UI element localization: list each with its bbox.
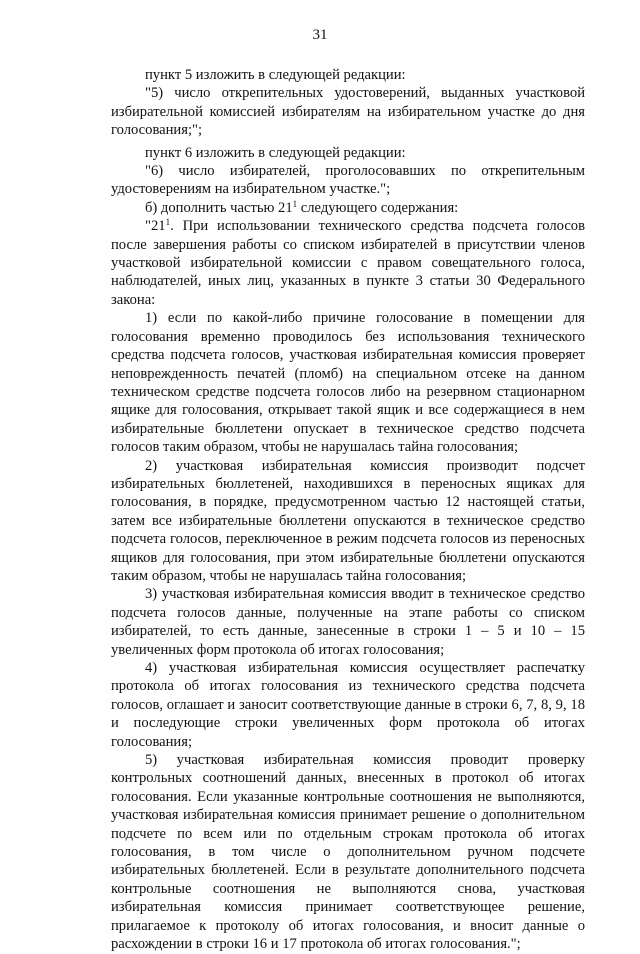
paragraph-subitem-2: 2) участковая избирательная комиссия производит подсчет избирательных бюллетеней, находившихся в переносных ящиках для голосования, в порядке, предусмотренном частью 12 настоящей статьи, затем все избирательные бюллетени опускаются в техническое средство подсчета голосов, переключенное в режим подсчета голосов из переносных ящиков для голосования, при этом избирательные бюллетени опускаются таким образом, чтобы не нарушалась тайна голосования; xyxy=(111,457,585,584)
page-number: 31 xyxy=(312,27,328,43)
paragraph-subitem-3: 3) участковая избирательная комиссия вводит в техническое средство подсчета голосов данные, полученные на этапе работы со списком избирателей, то есть данные, занесенные в строки 1 – 5 и 10 – 15 увеличенных форм протокола об итогах голосования; xyxy=(111,586,585,658)
paragraph-text: следующего содержания: xyxy=(297,199,459,216)
superscript: 1 xyxy=(165,217,171,228)
paragraph-text: . При использовании технического средства подсчета голосов после завершения работы со списком избирателей в присутствии членов участковой избирательной комиссии с правом совещательного голоса, наблюдателей, иных лиц, указанных в пункте 3 статьи 30 Федерального закона: xyxy=(111,218,585,308)
paragraph-part-21-1-intro xyxy=(111,199,585,217)
document-body xyxy=(111,66,585,954)
superscript: 1 xyxy=(292,198,298,209)
paragraph-item-6-text: "6) число избирателей, проголосовавших по открепительным удостоверениям на избирательном участке."; xyxy=(111,163,585,198)
paragraph-item-6-intro: пункт 6 изложить в следующей редакции: xyxy=(145,144,406,161)
paragraph-part-21-1-text xyxy=(111,217,585,309)
paragraph-item-5-text: "5) число открепительных удостоверений, выданных участковой избирательной комиссией избирателям на избирательном участке до дня голосования;"; xyxy=(111,85,585,139)
paragraph-item-5-intro: пункт 5 изложить в следующей редакции: xyxy=(145,67,406,83)
paragraph-text: "21 xyxy=(145,218,166,235)
paragraph-text: б) дополнить частью 21 xyxy=(145,199,293,216)
paragraph-subitem-1: 1) если по какой-либо причине голосование в помещении для голосования временно проводилось без использования технического средства подсчета голосов, участковая избирательная комиссия проверяет неповрежденность печатей (пломб) на специальном отсеке на данном техническом средстве подсчета голосов либо на резервном стационарном ящике для голосования, открывает такой ящик и все содержащиеся в нем избирательные бюллетени опускает в техническое средство подсчета голосов таким образом, чтобы не нарушалась тайна голосования; xyxy=(111,310,585,456)
paragraph-subitem-4: 4) участковая избирательная комиссия осуществляет распечатку протокола об итогах голосования из технического средства подсчета голосов, оглашает и заносит соответствующие данные в строки 6, 7, 8, 9, 18 и последующие строки увеличенных форм протокола об итогах голосования; xyxy=(111,660,585,750)
paragraph-subitem-5: 5) участковая избирательная комиссия проводит проверку контрольных соотношений данных, внесенных в протокол об итогах голосования. Если указанные контрольные соотношения не выполняются, участковая избирательная комиссия принимает решение о дополнительном подсчете по всем или по отдельным строкам протокола об итогах голосования, в том числе о дополнительном ручном подсчете избирательных бюллетеней. Если в результате дополнительного подсчета контрольные соотношения не выполняются снова, участковая избирательная комиссия принимает соответствующее решение, прилагаемое к протоколу об итогах голосования, и вносит данные о расхождении в строки 16 и 17 протокола об итогах голосования."; xyxy=(111,752,585,953)
